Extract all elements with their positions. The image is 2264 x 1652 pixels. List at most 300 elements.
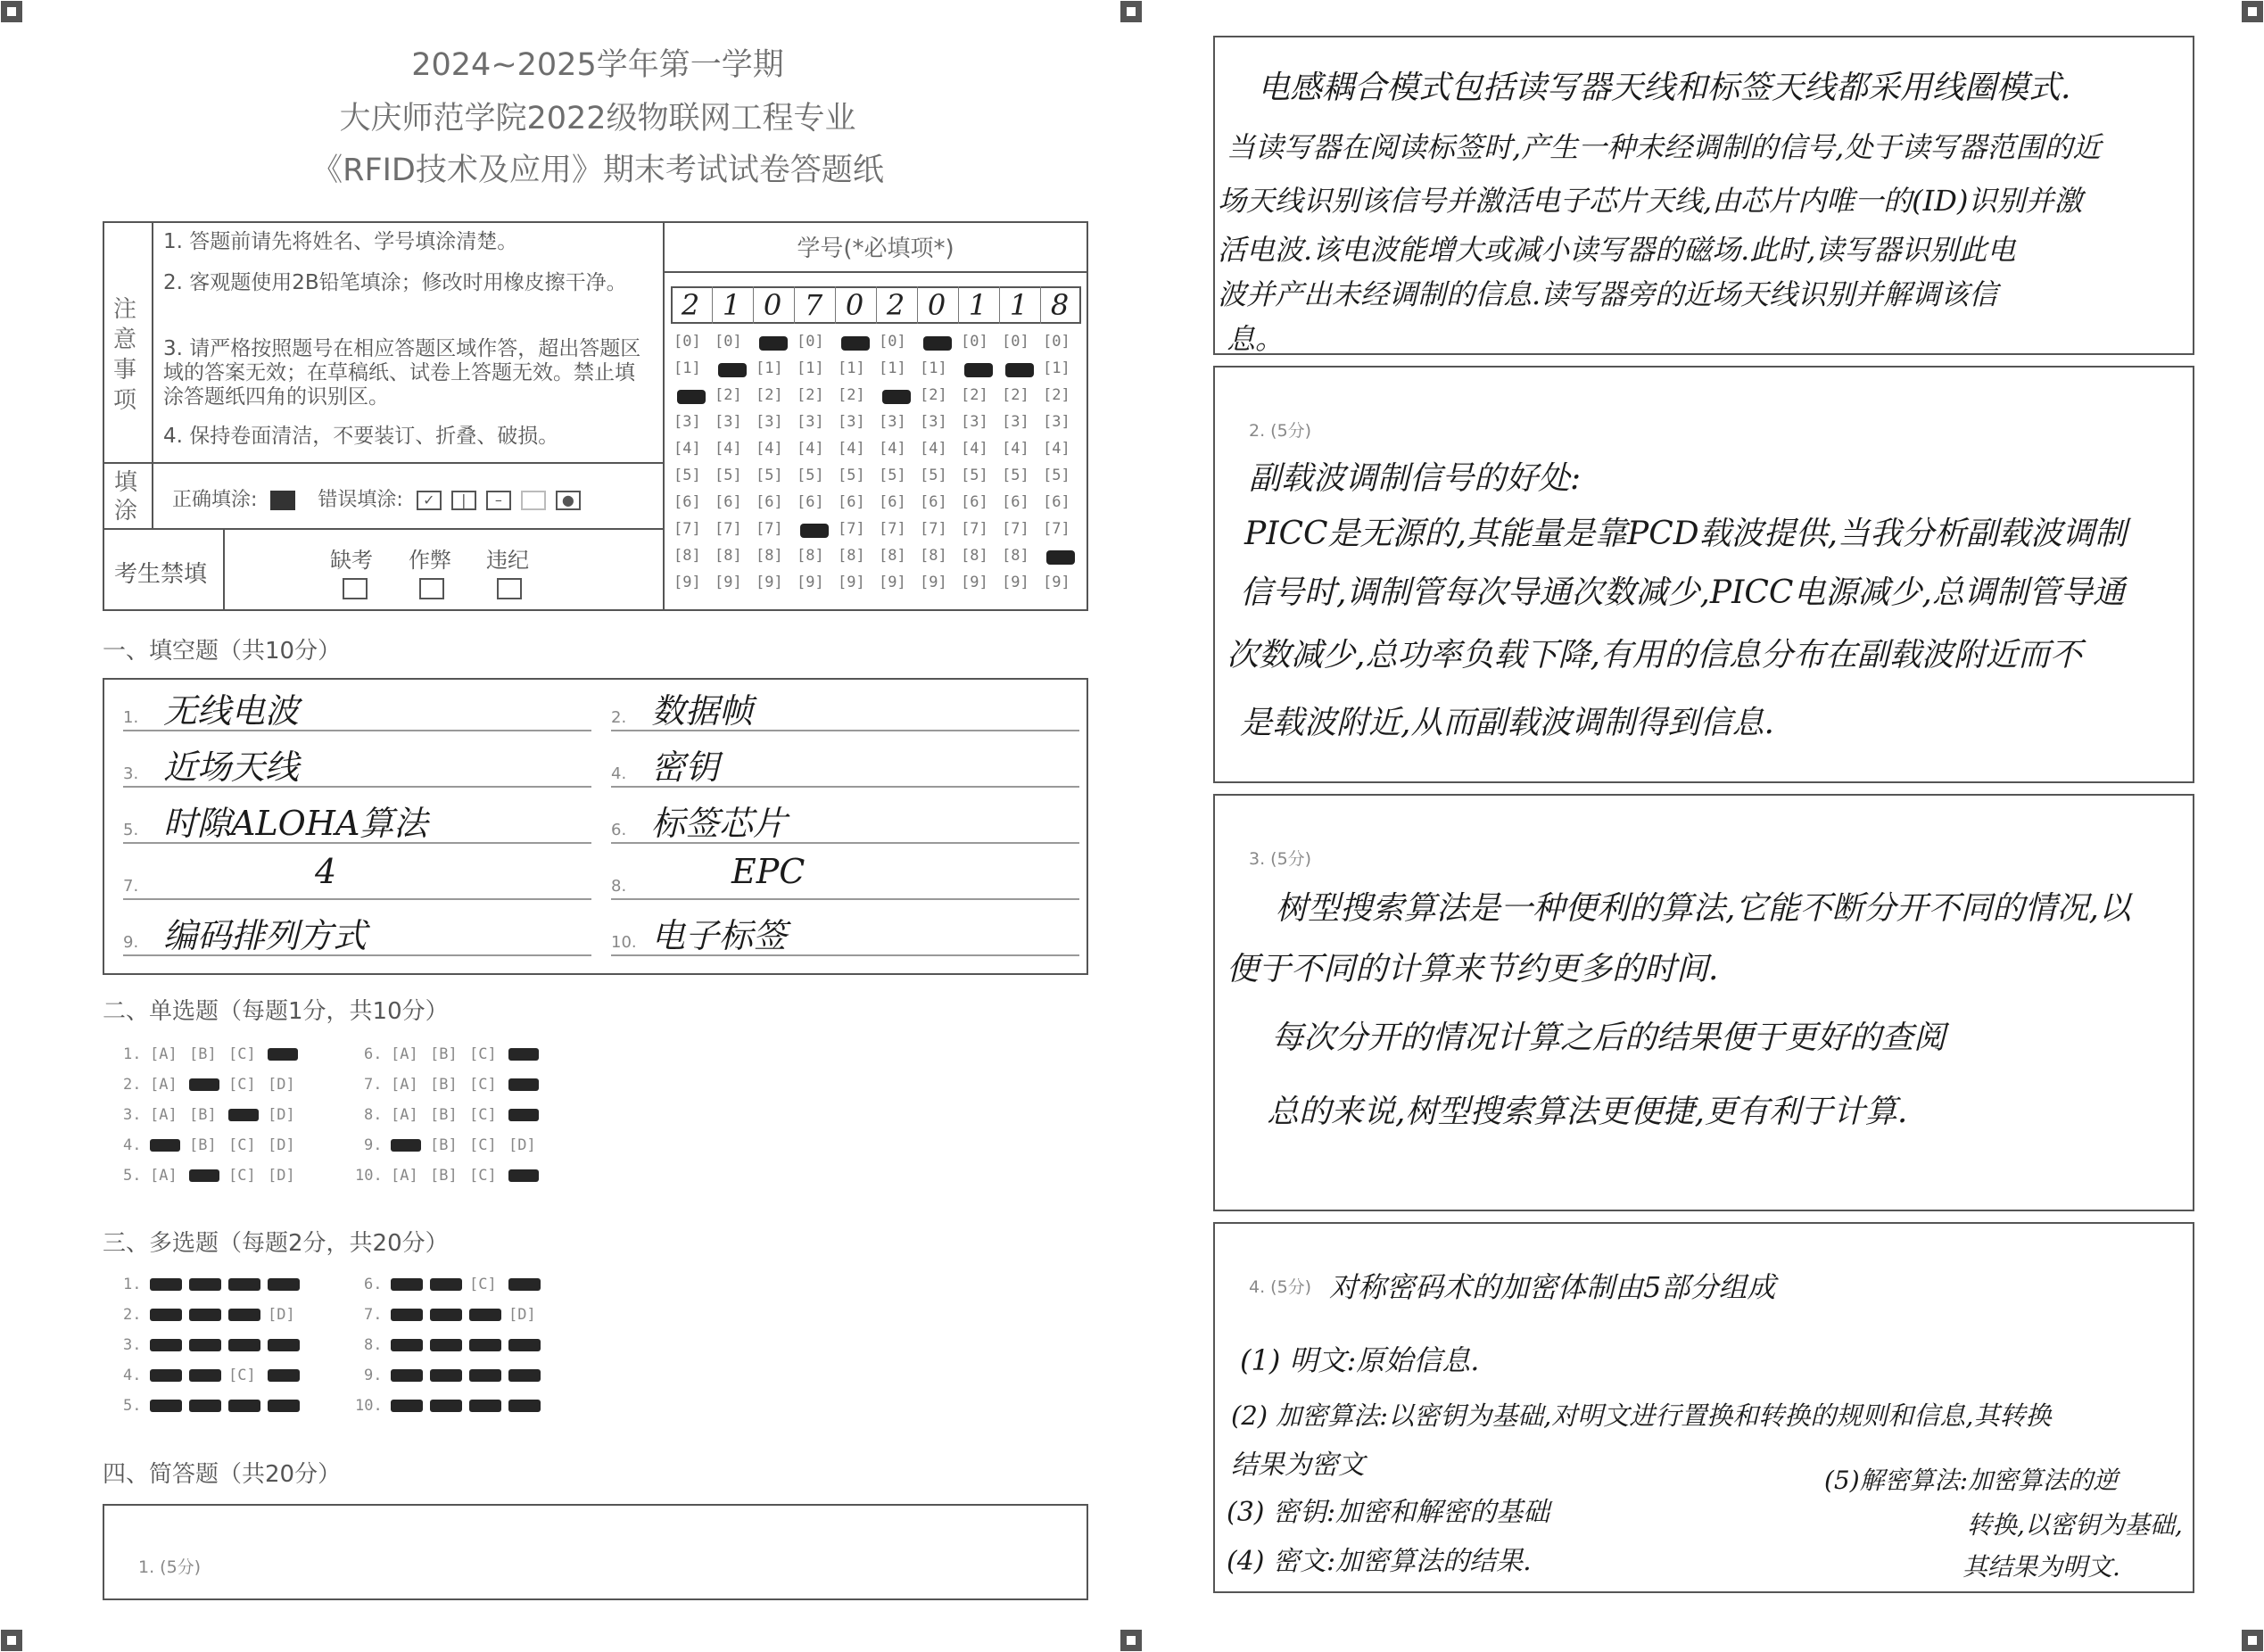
id-bubble[interactable]: [9] (879, 574, 906, 591)
student-id-digit: 2 (681, 288, 700, 322)
id-bubble[interactable]: [3] (797, 413, 824, 431)
choice-bubble[interactable]: [A] (391, 1106, 418, 1124)
id-bubble[interactable]: [9] (838, 574, 865, 591)
blank-number: 1. (123, 708, 139, 727)
id-bubble[interactable]: [9] (715, 574, 742, 591)
corner-marker-icon (0, 0, 23, 23)
fill-example-row (172, 484, 584, 512)
choice-bubble[interactable]: [C] (228, 1045, 256, 1063)
corner-marker-icon (0, 1629, 23, 1652)
choice-bubble-filled[interactable] (508, 1339, 541, 1351)
id-cell-divider (1040, 286, 1041, 324)
id-bubble[interactable]: [7] (673, 520, 701, 538)
id-bubble[interactable]: [4] (920, 440, 947, 458)
choice-bubble-filled[interactable] (268, 1048, 298, 1061)
id-cell-divider (794, 286, 795, 324)
blank-number: 8. (611, 877, 627, 896)
id-bubble[interactable]: [5] (920, 467, 947, 484)
q2-line-2: PICC是无源的,其能量是靠PCD载波提供,当我分析副载波调制 (1244, 516, 2128, 552)
choice-bubble-filled[interactable] (508, 1400, 541, 1412)
id-bubble[interactable]: [1] (920, 359, 947, 377)
id-bubble[interactable]: [2] (715, 386, 742, 404)
choice-bubble-filled[interactable] (150, 1400, 182, 1412)
id-bubble[interactable]: [9] (673, 574, 701, 591)
id-bubble[interactable]: [4] (715, 440, 742, 458)
q2-line-5: 是载波附近,从而副载波调制得到信息. (1240, 705, 1774, 741)
id-bubble-filled[interactable] (841, 336, 870, 351)
blank-number: 4. (611, 764, 627, 783)
id-bubble[interactable]: [5] (715, 467, 742, 484)
choice-bubble[interactable]: [D] (508, 1136, 536, 1154)
id-bubble[interactable]: [6] (756, 493, 783, 511)
choice-bubble-filled[interactable] (430, 1309, 462, 1321)
choice-number: 1. (123, 1045, 142, 1063)
id-bubble[interactable]: [5] (756, 467, 783, 484)
blank-answer[interactable]: 密钥 (651, 748, 720, 787)
exam-term-title: 2024~2025学年第一学期 (411, 47, 784, 83)
choice-bubble-filled[interactable] (189, 1369, 221, 1382)
id-bubble-filled[interactable] (923, 336, 952, 351)
id-bubble[interactable]: [3] (961, 413, 988, 431)
choice-bubble[interactable]: [B] (189, 1136, 217, 1154)
q2-line-3: 信号时,调制管每次导通次数减少,PICC电源减少,总调制管导通 (1240, 574, 2125, 611)
blank-answer[interactable]: 4 (315, 852, 337, 891)
id-bubble[interactable]: [3] (838, 413, 865, 431)
choice-bubble-filled[interactable] (228, 1278, 260, 1291)
exam-major-title: 大庆师范学院2022级物联网工程专业 (339, 101, 856, 136)
q4-side-1: (5)解密算法:加密算法的逆 (1824, 1466, 2119, 1495)
q1-answer-box-start (103, 1504, 1088, 1600)
id-bubble[interactable]: [0] (1043, 333, 1070, 351)
choice-bubble[interactable]: [A] (391, 1167, 418, 1185)
choice-number: 2. (123, 1306, 142, 1324)
check-mark-icon: ✓ (417, 491, 442, 510)
id-bubble[interactable]: [8] (838, 547, 865, 565)
notice-item-3: 3. 请严格按照题号在相应答题区域作答，超出答题区域的答案无效；在草稿纸、试卷上答题无效。禁止填涂答题纸四角的识别区。 (163, 337, 641, 409)
choice-bubble[interactable]: [A] (150, 1106, 178, 1124)
id-bubble[interactable]: [4] (673, 440, 701, 458)
id-bubble[interactable]: [8] (961, 547, 988, 565)
choice-bubble-filled[interactable] (150, 1339, 182, 1351)
id-bubble[interactable]: [1] (756, 359, 783, 377)
choice-bubble[interactable]: [B] (430, 1076, 458, 1094)
blank-answer[interactable]: 电子标签 (651, 916, 788, 955)
id-bubble[interactable]: [2] (797, 386, 824, 404)
choice-bubble-filled[interactable] (150, 1278, 182, 1291)
id-cell-divider (876, 286, 877, 324)
choice-bubble-filled[interactable] (391, 1139, 421, 1152)
q1-line-4: 活电波.该电波能增大或减小读写器的磁场.此时,读写器识别此电 (1218, 233, 2016, 267)
choice-number: 7. (364, 1076, 383, 1094)
choice-bubble[interactable]: [D] (268, 1167, 295, 1185)
choice-bubble[interactable]: [D] (268, 1136, 295, 1154)
student-id-digit: 1 (722, 288, 741, 322)
id-bubble[interactable]: [2] (756, 386, 783, 404)
choice-bubble[interactable]: [D] (268, 1076, 295, 1094)
id-bubble[interactable]: [8] (715, 547, 742, 565)
choice-bubble[interactable]: [C] (228, 1136, 256, 1154)
id-bubble-filled[interactable] (964, 363, 993, 377)
id-bubble[interactable]: [7] (961, 520, 988, 538)
id-bubble[interactable]: [2] (1043, 386, 1070, 404)
choice-bubble-filled[interactable] (189, 1278, 221, 1291)
choice-bubble-filled[interactable] (228, 1309, 260, 1321)
choice-bubble-filled[interactable] (268, 1278, 300, 1291)
id-bubble[interactable]: [8] (756, 547, 783, 565)
q4-line-1: 对称密码术的加密体制由5部分组成 (1329, 1270, 1776, 1304)
student-id-digit: 7 (804, 288, 823, 322)
choice-bubble-filled[interactable] (508, 1369, 541, 1382)
choice-number: 5. (123, 1167, 142, 1185)
student-id-digit: 1 (1009, 288, 1029, 322)
id-bubble-filled[interactable] (1005, 363, 1034, 377)
blank-answer[interactable]: 编码排列方式 (163, 916, 368, 955)
id-bubble[interactable]: [7] (920, 520, 947, 538)
id-bubble[interactable]: [0] (673, 333, 701, 351)
id-bubble[interactable]: [5] (838, 467, 865, 484)
dot-icon: ● (556, 491, 581, 510)
id-bubble[interactable]: [2] (1002, 386, 1029, 404)
choice-number: 7. (364, 1306, 383, 1324)
choice-number: 4. (123, 1367, 142, 1384)
id-bubble[interactable]: [6] (920, 493, 947, 511)
blank-answer[interactable]: EPC (731, 852, 806, 891)
id-bubble[interactable]: [8] (673, 547, 701, 565)
exam-course-title: 《RFID技术及应用》期末考试试卷答题纸 (311, 153, 884, 188)
blank-number: 5. (123, 821, 139, 839)
id-bubble[interactable]: [5] (961, 467, 988, 484)
wrong-fill-label: 错误填涂: (318, 489, 403, 511)
absent-checkbox[interactable] (343, 578, 368, 599)
q3-answer-box (1213, 794, 2194, 1211)
blank-answer[interactable]: 标签芯片 (651, 804, 788, 843)
vertical-bar-icon: | (451, 491, 476, 510)
id-bubble[interactable]: [8] (1002, 547, 1029, 565)
id-bubble-filled[interactable] (882, 390, 911, 404)
choice-bubble[interactable]: [C] (469, 1076, 497, 1094)
dash-icon: – (486, 491, 511, 510)
id-bubble[interactable]: [5] (797, 467, 824, 484)
q4-line-3: (2) 加密算法:以密钥为基础,对明文进行置换和转换的规则和信息,其转换 (1231, 1400, 2052, 1431)
q4-line-4: 结果为密文 (1231, 1450, 1365, 1481)
q1-label: 1. (5分) (138, 1557, 202, 1577)
id-bubble[interactable]: [4] (879, 440, 906, 458)
choice-bubble-filled[interactable] (189, 1339, 221, 1351)
blank-number: 7. (123, 877, 139, 896)
choice-bubble-filled[interactable] (268, 1400, 300, 1412)
choice-bubble[interactable]: [A] (150, 1045, 178, 1063)
choice-bubble-filled[interactable] (189, 1309, 221, 1321)
id-bubble[interactable]: [2] (838, 386, 865, 404)
student-id-digit: 2 (886, 288, 905, 322)
q1-line-1: 电感耦合模式包括读写器天线和标签天线都采用线圈模式. (1258, 70, 2071, 106)
q3-label: 3. (5分) (1249, 849, 1312, 869)
choice-bubble-filled[interactable] (469, 1309, 501, 1321)
id-bubble[interactable]: [5] (1002, 467, 1029, 484)
id-bubble[interactable]: [3] (1043, 413, 1070, 431)
notice-item-2: 2. 客观题使用2B铅笔填涂；修改时用橡皮擦干净。 (163, 271, 627, 294)
id-cell-divider (999, 286, 1000, 324)
choice-number: 8. (364, 1106, 383, 1124)
partial-fill-icon (521, 491, 546, 510)
correct-fill-label: 正确填涂: (172, 489, 258, 511)
choice-bubble[interactable]: [B] (430, 1106, 458, 1124)
q2-line-4: 次数减少,总功率负载下降,有用的信息分布在副载波附近而不 (1227, 637, 2082, 673)
id-bubble[interactable]: [5] (673, 467, 701, 484)
choice-number: 8. (364, 1336, 383, 1354)
id-cell-divider (835, 286, 836, 324)
id-bubble-filled[interactable] (677, 390, 706, 404)
absent-label: 缺考 (330, 548, 373, 573)
choice-bubble[interactable]: [A] (150, 1076, 178, 1094)
id-bubble-filled[interactable] (800, 524, 829, 538)
id-bubble[interactable]: [9] (1043, 574, 1070, 591)
q4-side-3: 其结果为明文. (1962, 1552, 2120, 1582)
id-bubble[interactable]: [6] (1002, 493, 1029, 511)
choice-number: 4. (123, 1136, 142, 1154)
id-bubble[interactable]: [5] (1043, 467, 1070, 484)
choice-number: 1. (123, 1276, 142, 1293)
id-bubble[interactable]: [1] (838, 359, 865, 377)
choice-number: 3. (123, 1336, 142, 1354)
q1-line-5: 波并产出未经调制的信息.读写器旁的近场天线识别并解调该信 (1218, 277, 1998, 311)
id-bubble[interactable]: [1] (797, 359, 824, 377)
id-bubble[interactable]: [7] (756, 520, 783, 538)
choice-bubble-filled[interactable] (508, 1109, 539, 1121)
choice-bubble-filled[interactable] (150, 1309, 182, 1321)
choice-bubble-filled[interactable] (508, 1169, 539, 1182)
choice-bubble-filled[interactable] (189, 1078, 219, 1091)
violate-checkbox[interactable] (497, 578, 522, 599)
choice-bubble-filled[interactable] (189, 1400, 221, 1412)
id-cell-divider (958, 286, 959, 324)
choice-number: 10. (355, 1397, 383, 1415)
single-choice-title: 二、单选题（每题1分，共10分） (103, 998, 449, 1025)
blank-number: 2. (611, 708, 627, 727)
id-bubble[interactable]: [7] (1043, 520, 1070, 538)
id-bubble[interactable]: [1] (673, 359, 701, 377)
choice-number: 6. (364, 1045, 383, 1063)
id-bubble[interactable]: [4] (756, 440, 783, 458)
choice-bubble-filled[interactable] (228, 1109, 259, 1121)
id-bubble[interactable]: [3] (920, 413, 947, 431)
choice-number: 9. (364, 1367, 383, 1384)
choice-bubble[interactable]: [B] (430, 1167, 458, 1185)
choice-bubble[interactable]: [C] (228, 1167, 256, 1185)
choice-bubble[interactable]: [A] (391, 1076, 418, 1094)
choice-bubble[interactable]: [D] (508, 1306, 536, 1324)
choice-number: 10. (355, 1167, 383, 1185)
id-bubble[interactable]: [6] (673, 493, 701, 511)
choice-bubble[interactable]: [D] (268, 1306, 295, 1324)
id-bubble[interactable]: [1] (879, 359, 906, 377)
choice-bubble[interactable]: [C] (469, 1276, 497, 1293)
correct-fill-example (270, 491, 295, 510)
id-bubble[interactable]: [6] (715, 493, 742, 511)
q4-line-5: (3) 密钥:加密和解密的基础 (1227, 1497, 1550, 1528)
cheat-checkbox[interactable] (419, 578, 444, 599)
choice-bubble[interactable]: [D] (268, 1106, 295, 1124)
blank-number: 3. (123, 764, 139, 783)
choice-bubble[interactable]: [C] (228, 1076, 256, 1094)
q2-line-1: 副载波调制信号的好处: (1249, 460, 1582, 497)
q3-line-4: 总的来说,树型搜索算法更便捷,更有利于计算. (1267, 1094, 1908, 1130)
id-cell-divider (712, 286, 713, 324)
q3-line-1: 树型搜索算法是一种便利的算法,它能不断分开不同的情况,以 (1276, 890, 2131, 927)
id-bubble[interactable]: [1] (1043, 359, 1070, 377)
choice-bubble[interactable]: [B] (189, 1045, 217, 1063)
id-bubble[interactable]: [4] (961, 440, 988, 458)
multi-choice-title: 三、多选题（每题2分，共20分） (103, 1230, 449, 1257)
id-bubble-filled[interactable] (718, 363, 747, 377)
choice-bubble-filled[interactable] (430, 1278, 462, 1291)
id-bubble[interactable]: [3] (756, 413, 783, 431)
q3-line-2: 便于不同的计算来节约更多的时间. (1227, 951, 1719, 987)
blank-number: 6. (611, 821, 627, 839)
id-bubble[interactable]: [3] (715, 413, 742, 431)
fill-label: 填涂 (113, 469, 137, 525)
choice-bubble[interactable]: [A] (391, 1045, 418, 1063)
choice-number: 5. (123, 1397, 142, 1415)
id-bubble[interactable]: [8] (797, 547, 824, 565)
id-cell-divider (917, 286, 918, 324)
id-bubble[interactable]: [9] (1002, 574, 1029, 591)
choice-bubble-filled[interactable] (228, 1400, 260, 1412)
blank-answer[interactable]: 无线电波 (163, 691, 300, 731)
student-id-digit: 0 (845, 288, 864, 322)
id-bubble[interactable]: [2] (961, 386, 988, 404)
id-bubble-filled[interactable] (759, 336, 788, 351)
student-id-digit: 0 (763, 288, 782, 322)
student-id-digit: 0 (927, 288, 946, 322)
id-bubble[interactable]: [9] (920, 574, 947, 591)
blank-number: 9. (123, 933, 139, 952)
id-bubble[interactable]: [4] (838, 440, 865, 458)
choice-bubble-filled[interactable] (469, 1339, 501, 1351)
choice-bubble-filled[interactable] (150, 1139, 180, 1152)
blank-answer[interactable]: 时隙ALOHA算法 (163, 804, 428, 843)
id-bubble[interactable]: [0] (961, 333, 988, 351)
id-bubble[interactable]: [9] (756, 574, 783, 591)
id-bubble[interactable]: [3] (1002, 413, 1029, 431)
choice-bubble-filled[interactable] (430, 1369, 462, 1382)
id-bubble[interactable]: [4] (1043, 440, 1070, 458)
choice-bubble-filled[interactable] (268, 1339, 300, 1351)
choice-bubble-filled[interactable] (508, 1048, 539, 1061)
notice-label: 注意事项 (112, 296, 136, 414)
q1-line-3: 场天线识别该信号并激活电子芯片天线,由芯片内唯一的(ID)识别并激 (1218, 184, 2083, 218)
choice-bubble-filled[interactable] (391, 1369, 423, 1382)
fill-blank-title: 一、填空题（共10分） (103, 638, 342, 665)
id-bubble[interactable]: [7] (879, 520, 906, 538)
choice-bubble-filled[interactable] (508, 1078, 539, 1091)
choice-bubble-filled[interactable] (430, 1400, 462, 1412)
id-bubble[interactable]: [8] (920, 547, 947, 565)
choice-bubble-filled[interactable] (228, 1339, 260, 1351)
choice-bubble[interactable]: [C] (469, 1167, 497, 1185)
choice-bubble-filled[interactable] (508, 1278, 541, 1291)
id-bubble[interactable]: [6] (1043, 493, 1070, 511)
violate-label: 违纪 (486, 548, 529, 573)
cheat-label: 作弊 (409, 548, 451, 573)
blank-underline (611, 898, 1079, 900)
student-id-digit: 1 (968, 288, 987, 322)
forbid-label: 考生禁填 (114, 561, 208, 588)
choice-number: 3. (123, 1106, 142, 1124)
choice-bubble[interactable]: [C] (228, 1367, 256, 1384)
id-bubble[interactable]: [8] (879, 547, 906, 565)
blank-answer[interactable]: 数据帧 (651, 691, 754, 731)
id-bubble[interactable]: [0] (797, 333, 824, 351)
choice-bubble-filled[interactable] (391, 1309, 423, 1321)
id-bubble[interactable]: [6] (961, 493, 988, 511)
q1-line-6: 息。 (1227, 322, 1285, 356)
id-bubble[interactable]: [7] (1002, 520, 1029, 538)
corner-marker-icon (1120, 1629, 1143, 1652)
choice-bubble-filled[interactable] (150, 1369, 182, 1382)
q3-line-3: 每次分开的情况计算之后的结果便于更好的查阅 (1271, 1020, 1946, 1056)
choice-bubble[interactable]: [C] (469, 1045, 497, 1063)
choice-bubble[interactable]: [C] (469, 1136, 497, 1154)
id-bubble[interactable]: [9] (797, 574, 824, 591)
q4-line-2: (1) 明文:原始信息. (1240, 1343, 1480, 1377)
id-bubble[interactable]: [6] (838, 493, 865, 511)
choice-bubble[interactable]: [B] (189, 1106, 217, 1124)
id-bubble[interactable]: [6] (879, 493, 906, 511)
id-bubble[interactable]: [9] (961, 574, 988, 591)
id-bubble[interactable]: [6] (797, 493, 824, 511)
id-bubble[interactable]: [5] (879, 467, 906, 484)
id-bubble[interactable]: [4] (1002, 440, 1029, 458)
id-bubble[interactable]: [2] (920, 386, 947, 404)
choice-bubble[interactable]: [C] (469, 1106, 497, 1124)
choice-bubble-filled[interactable] (469, 1400, 501, 1412)
id-bubble[interactable]: [0] (715, 333, 742, 351)
choice-bubble-filled[interactable] (268, 1369, 300, 1382)
id-bubble[interactable]: [3] (673, 413, 701, 431)
choice-bubble-filled[interactable] (391, 1278, 423, 1291)
id-bubble[interactable]: [0] (879, 333, 906, 351)
choice-bubble-filled[interactable] (189, 1169, 219, 1182)
choice-bubble-filled[interactable] (391, 1400, 423, 1412)
blank-number: 10. (611, 933, 637, 952)
student-id-digit: 8 (1050, 288, 1070, 322)
choice-bubble[interactable]: [A] (150, 1167, 178, 1185)
id-bubble[interactable]: [3] (879, 413, 906, 431)
id-cell-divider (753, 286, 754, 324)
id-bubble-filled[interactable] (1046, 550, 1075, 565)
blank-answer[interactable]: 近场天线 (163, 748, 300, 787)
corner-marker-icon (1120, 0, 1143, 23)
short-answer-title: 四、简答题（共20分） (103, 1461, 342, 1488)
corner-marker-icon (2241, 1629, 2264, 1652)
choice-bubble-filled[interactable] (430, 1339, 462, 1351)
id-bubble[interactable]: [4] (797, 440, 824, 458)
choice-bubble[interactable]: [B] (430, 1136, 458, 1154)
choice-bubble-filled[interactable] (469, 1369, 501, 1382)
id-bubble[interactable]: [7] (715, 520, 742, 538)
id-bubble[interactable]: [7] (838, 520, 865, 538)
choice-number: 2. (123, 1076, 142, 1094)
student-id-label: 学号(*必填项*) (797, 235, 954, 262)
choice-number: 6. (364, 1276, 383, 1293)
notice-item-4: 4. 保持卷面清洁，不要装订、折叠、破损。 (163, 425, 559, 448)
q2-label: 2. (5分) (1249, 421, 1312, 441)
q4-side-2: 转换,以密钥为基础, (1967, 1510, 2183, 1540)
id-bubble[interactable]: [0] (1002, 333, 1029, 351)
choice-bubble[interactable]: [B] (430, 1045, 458, 1063)
choice-bubble-filled[interactable] (391, 1339, 423, 1351)
